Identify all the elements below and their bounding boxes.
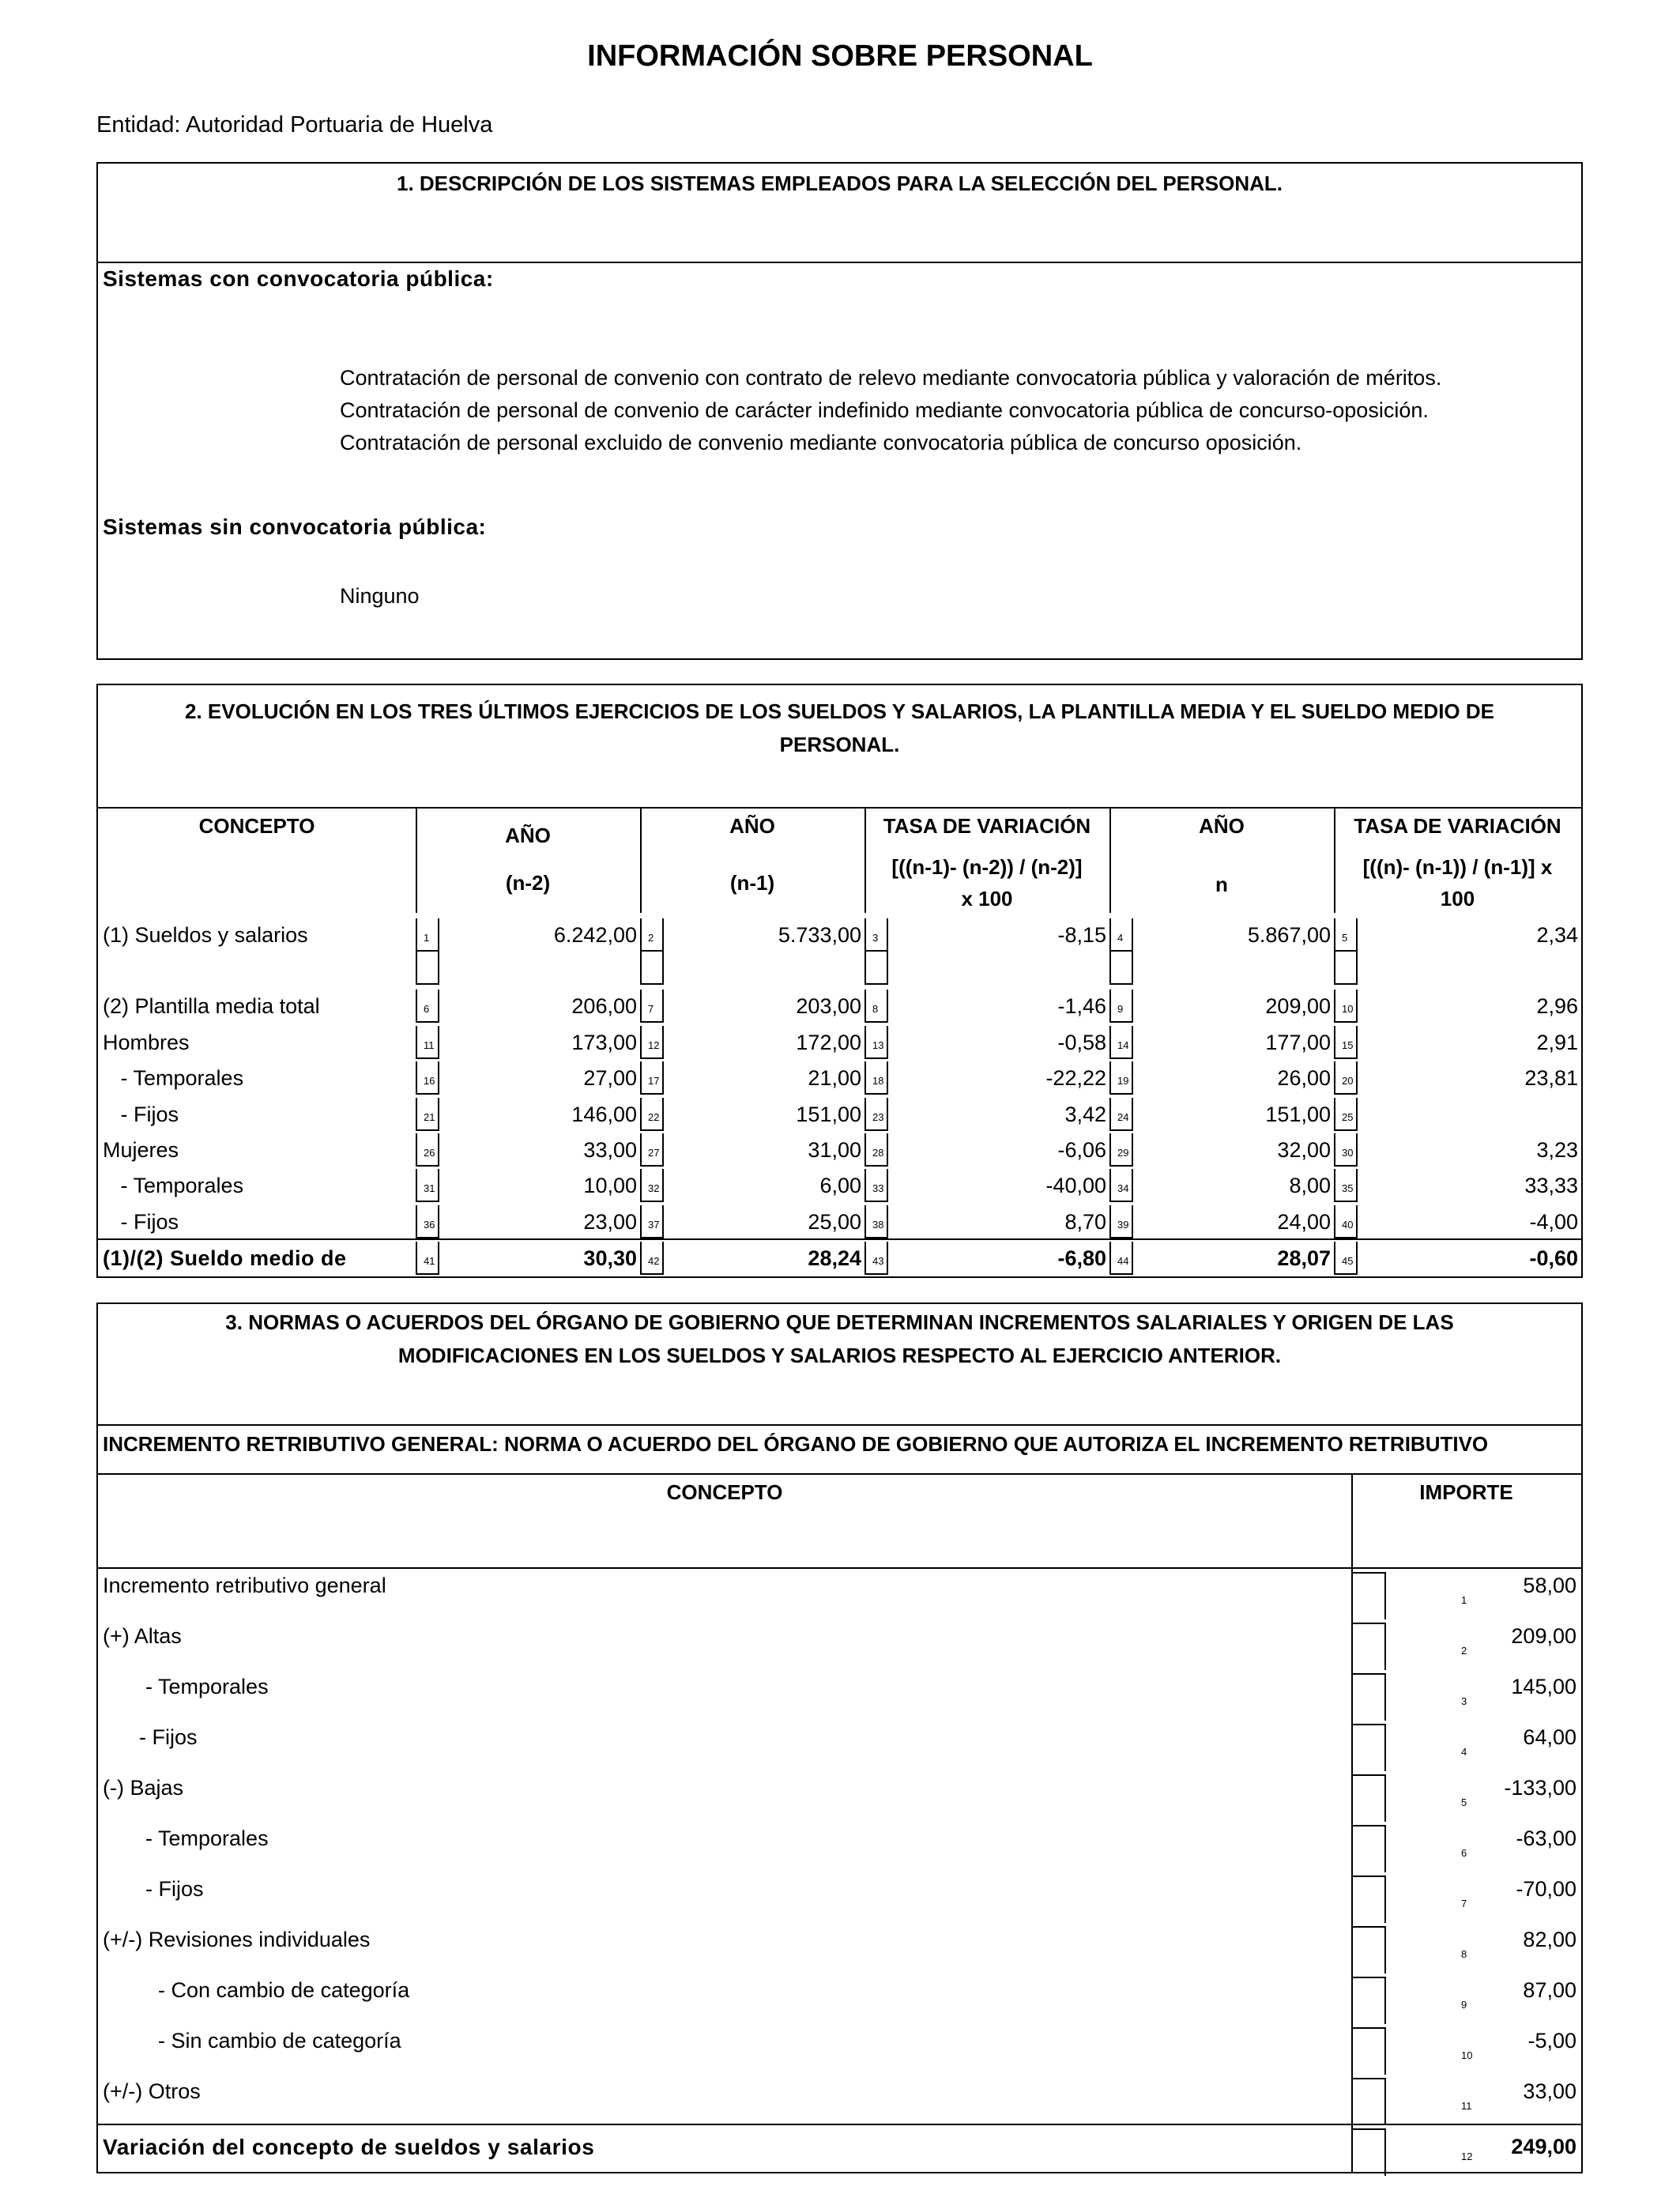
cell-value: 249,00 (1511, 2135, 1576, 2158)
cell-index: 10 (1461, 2049, 1473, 2061)
cell-value: 3,23 (1536, 1138, 1578, 1162)
row-label: (2) Plantilla media total (103, 994, 320, 1018)
cell-index-box (416, 952, 439, 985)
cell-value: 209,00 (1265, 994, 1331, 1018)
cell-index-box (864, 952, 888, 985)
cell-value: 145,00 (1511, 1675, 1576, 1698)
row-divider (1351, 2128, 1384, 2130)
cell-value: 58,00 (1523, 1574, 1576, 1597)
cell-value: 26,00 (1277, 1066, 1331, 1090)
column-divider (864, 1205, 866, 1238)
cell-index: 28 (872, 1147, 884, 1159)
column-divider (1384, 1623, 1386, 1670)
column-divider (416, 1205, 417, 1238)
cell-index: 1 (424, 932, 430, 944)
cell-index: 23 (872, 1111, 884, 1123)
row-divider (1351, 2078, 1384, 2079)
cell-index: 16 (424, 1075, 435, 1087)
cell-index: 1 (1461, 1594, 1467, 1606)
cell-index: 21 (424, 1111, 435, 1123)
column-divider (640, 952, 642, 985)
column-divider (1334, 1026, 1335, 1059)
cell-value: 23,00 (583, 1210, 637, 1234)
row-label: - Fijos (139, 1725, 198, 1749)
column-divider (1384, 2128, 1386, 2176)
cell-value: 33,33 (1524, 1174, 1578, 1197)
cell-value: 146,00 (571, 1103, 637, 1126)
column-divider (1384, 1724, 1386, 1771)
section-2-heading-line: PERSONAL. (779, 733, 900, 756)
cell-value: 31,00 (808, 1138, 861, 1162)
row-label: Incremento retributivo general (103, 1574, 386, 1597)
column-divider (864, 1026, 866, 1059)
col-variation-2-formula-end: 100 (1440, 887, 1475, 910)
cell-value: 6.242,00 (553, 923, 637, 947)
cell-value: 25,00 (808, 1210, 861, 1234)
cell-value: 32,00 (1277, 1138, 1331, 1162)
cell-value: -70,00 (1516, 1877, 1576, 1901)
cell-value: -22,22 (1045, 1066, 1106, 1090)
cell-index: 37 (648, 1219, 660, 1231)
row-label: - Temporales (103, 1174, 244, 1197)
row-label: Hombres (103, 1031, 190, 1054)
column-divider (1109, 809, 1111, 913)
cell-index: 26 (424, 1147, 435, 1159)
column-divider (1384, 1673, 1386, 1721)
column-divider (864, 990, 866, 1023)
column-divider (864, 952, 866, 985)
cell-value: 33,00 (583, 1138, 637, 1162)
col-year-n2-label: AÑO (505, 824, 551, 847)
col-concepto: CONCEPTO (666, 1480, 783, 1504)
cell-value: 177,00 (1265, 1031, 1331, 1054)
col-variation-1-label: TASA DE VARIACIÓN (883, 814, 1091, 838)
cell-value: 206,00 (571, 994, 637, 1018)
cell-index: 18 (872, 1075, 884, 1087)
column-divider (1109, 1242, 1111, 1275)
column-divider (1384, 1926, 1386, 1973)
cell-index: 8 (872, 1003, 879, 1015)
cell-value: 24,00 (1277, 1210, 1331, 1234)
row-divider (1351, 1673, 1384, 1675)
column-divider (1384, 1825, 1386, 1872)
section-2-heading (98, 685, 1581, 809)
cell-value: -4,00 (1529, 1210, 1578, 1234)
cell-value: 2,91 (1536, 1031, 1578, 1054)
column-divider (416, 952, 417, 985)
column-divider (1384, 1875, 1386, 1923)
column-divider (1109, 918, 1111, 952)
cell-index: 11 (424, 1039, 435, 1051)
cell-index: 10 (1342, 1003, 1354, 1015)
column-divider (640, 1098, 642, 1131)
column-divider (1109, 1061, 1111, 1095)
cell-value: -5,00 (1527, 2029, 1576, 2053)
row-label: Variación del concepto de sueldos y salarios (103, 2135, 595, 2159)
row-label: - Temporales (103, 1066, 244, 1090)
public-system-line: Contratación de personal excluido de convenio mediante convocatoria pública de concurso oposición. (340, 431, 1302, 454)
column-divider (640, 918, 642, 952)
section-3-heading-line: 3. NORMAS O ACUERDOS DEL ÓRGANO DE GOBIERNO QUE DETERMINAN INCREMENTOS SALARIALES Y ORIGEN DE LAS (225, 1310, 1454, 1334)
cell-index: 27 (648, 1147, 660, 1159)
cell-value: 209,00 (1511, 1624, 1576, 1648)
cell-index: 19 (1117, 1075, 1129, 1087)
row-label: - Temporales (145, 1675, 269, 1698)
cell-index: 45 (1342, 1255, 1354, 1267)
public-systems-label: Sistemas con convocatoria pública: (103, 266, 494, 291)
column-divider (640, 809, 642, 913)
column-divider (1334, 990, 1335, 1023)
cell-value: 151,00 (1265, 1103, 1331, 1126)
cell-index: 13 (872, 1039, 884, 1051)
cell-index: 22 (648, 1111, 660, 1123)
column-divider (640, 1026, 642, 1059)
column-divider (864, 1242, 866, 1275)
row-label: - Temporales (145, 1826, 269, 1850)
cell-index: 38 (872, 1219, 884, 1231)
cell-index: 4 (1461, 1746, 1467, 1758)
cell-index: 6 (424, 1003, 430, 1015)
row-divider (1351, 1926, 1384, 1928)
row-label: (+/-) Revisiones individuales (103, 1928, 371, 1951)
column-divider (640, 1205, 642, 1238)
column-divider (416, 918, 417, 952)
column-divider (1109, 1026, 1111, 1059)
cell-index: 33 (872, 1182, 884, 1194)
cell-value: 21,00 (808, 1066, 861, 1090)
col-year-n2: (n-2) (505, 871, 551, 895)
column-divider (1334, 1205, 1335, 1238)
nonpublic-system-text: Ninguno (340, 584, 420, 608)
column-divider (416, 990, 417, 1023)
section-1-selection-systems (96, 162, 1583, 660)
row-label: - Con cambio de categoría (158, 1978, 410, 2002)
row-divider (98, 1238, 1581, 1240)
cell-index: 12 (648, 1039, 660, 1051)
cell-index: 15 (1342, 1039, 1354, 1051)
cell-value: 3,42 (1064, 1103, 1106, 1126)
cell-index: 8 (1461, 1948, 1467, 1960)
column-divider (1384, 2078, 1386, 2125)
cell-index-box (1109, 952, 1133, 985)
cell-value: 33,00 (1523, 2079, 1576, 2103)
row-label: (+/-) Otros (103, 2079, 201, 2103)
cell-value: 5.867,00 (1247, 923, 1331, 947)
cell-value: 87,00 (1523, 1978, 1576, 2002)
cell-index: 29 (1117, 1147, 1129, 1159)
column-divider (1334, 918, 1335, 952)
row-divider (1351, 1875, 1384, 1877)
row-divider (1351, 1774, 1384, 1776)
cell-value: -6,80 (1057, 1246, 1106, 1270)
cell-value: 2,34 (1536, 923, 1578, 947)
section-3-salary-norms (96, 1302, 1583, 2173)
cell-value: 23,81 (1524, 1066, 1578, 1090)
cell-index: 14 (1117, 1039, 1129, 1051)
column-divider (416, 1242, 417, 1275)
column-divider (1109, 990, 1111, 1023)
column-divider (1334, 1133, 1335, 1167)
public-system-line: Contratación de personal de convenio con contrato de relevo mediante convocatoria pública y valoración de méritos. (340, 366, 1442, 390)
section-3-subheading: INCREMENTO RETRIBUTIVO GENERAL: NORMA O ACUERDO DEL ÓRGANO DE GOBIERNO QUE AUTORIZA EL INCREMENTO RETRIBUTIVO (98, 1426, 1581, 1475)
column-divider (640, 990, 642, 1023)
row-divider (1351, 1825, 1384, 1826)
cell-index: 7 (648, 1003, 654, 1015)
cell-index: 44 (1117, 1255, 1129, 1267)
row-label: - Sin cambio de categoría (158, 2029, 401, 2053)
page-title: INFORMACIÓN SOBRE PERSONAL (587, 40, 1093, 73)
cell-value: 172,00 (796, 1031, 861, 1054)
cell-index: 5 (1342, 932, 1348, 944)
cell-value: 8,70 (1064, 1210, 1106, 1234)
row-label: - Fijos (145, 1877, 204, 1901)
column-divider (1384, 1572, 1386, 1619)
column-divider (416, 1133, 417, 1167)
column-divider (1109, 1169, 1111, 1202)
column-divider (864, 1061, 866, 1095)
section-2-salary-evolution (96, 684, 1583, 1278)
column-divider (416, 809, 417, 913)
col-year-n-label: AÑO (1199, 814, 1245, 838)
cell-index: 4 (1117, 932, 1124, 944)
public-system-line: Contratación de personal de convenio de carácter indefinido mediante convocatoria pública de concurso-oposición. (340, 398, 1429, 422)
cell-value: -133,00 (1504, 1776, 1576, 1800)
column-divider (864, 1169, 866, 1202)
column-divider (864, 1133, 866, 1167)
cell-index: 17 (648, 1075, 660, 1087)
row-label: - Fijos (103, 1210, 179, 1234)
cell-index: 31 (424, 1182, 435, 1194)
cell-index: 3 (872, 932, 879, 944)
col-variation-2-formula: [((n)- (n-1)) / (n-1)] x (1362, 855, 1553, 879)
cell-value: 173,00 (571, 1031, 637, 1054)
cell-value: 5.733,00 (778, 923, 861, 947)
row-label: - Fijos (103, 1103, 179, 1126)
col-variation-1-formula: [((n-1)- (n-2)) / (n-2)] (891, 855, 1083, 879)
cell-index: 2 (648, 932, 654, 944)
cell-index: 34 (1117, 1182, 1129, 1194)
cell-value: 203,00 (796, 994, 861, 1018)
column-divider (1334, 809, 1335, 913)
col-variation-1-formula-end: x 100 (961, 887, 1013, 910)
cell-value: -1,46 (1057, 994, 1106, 1018)
cell-value: 64,00 (1523, 1725, 1576, 1749)
row-label: (1)/(2) Sueldo medio de (103, 1246, 347, 1270)
cell-index: 36 (424, 1219, 435, 1231)
row-divider (98, 1567, 1581, 1569)
col-importe: IMPORTE (1419, 1480, 1513, 1504)
section-2-heading-line: 2. EVOLUCIÓN EN LOS TRES ÚLTIMOS EJERCICIOS DE LOS SUELDOS Y SALARIOS, LA PLANTILLA MEDIA Y EL SUELDO MEDIO DE (185, 699, 1494, 723)
section-3-heading (98, 1304, 1581, 1426)
cell-value: 28,07 (1277, 1246, 1331, 1270)
column-divider (416, 1169, 417, 1202)
column-divider (640, 1061, 642, 1095)
row-label: (+) Altas (103, 1624, 182, 1648)
cell-index: 5 (1461, 1796, 1467, 1808)
column-divider (416, 1098, 417, 1131)
cell-index: 7 (1461, 1898, 1467, 1909)
column-divider (1109, 1098, 1111, 1131)
column-divider (640, 1242, 642, 1275)
nonpublic-systems-label: Sistemas sin convocatoria pública: (103, 515, 487, 539)
col-year-n: n (1215, 873, 1228, 896)
column-divider (1351, 1475, 1353, 2172)
cell-value: 30,30 (583, 1246, 637, 1270)
cell-index: 12 (1461, 2151, 1473, 2162)
cell-value: 8,00 (1289, 1174, 1331, 1197)
column-divider (416, 1026, 417, 1059)
cell-index: 39 (1117, 1219, 1129, 1231)
cell-value: -0,58 (1057, 1031, 1106, 1054)
cell-index: 6 (1461, 1847, 1467, 1859)
column-divider (1384, 1977, 1386, 2024)
column-divider (1334, 1242, 1335, 1275)
cell-index-box (1334, 952, 1358, 985)
cell-index: 35 (1342, 1182, 1354, 1194)
cell-value: -40,00 (1045, 1174, 1106, 1197)
col-year-n1: (n-1) (729, 871, 775, 895)
cell-index: 30 (1342, 1147, 1354, 1159)
cell-index: 9 (1461, 1999, 1467, 2011)
cell-index: 32 (648, 1182, 660, 1194)
cell-value: -6,06 (1057, 1138, 1106, 1162)
section-1-heading: 1. DESCRIPCIÓN DE LOS SISTEMAS EMPLEADOS PARA LA SELECCIÓN DEL PERSONAL. (98, 164, 1581, 263)
cell-index: 40 (1342, 1219, 1354, 1231)
column-divider (1334, 1169, 1335, 1202)
col-year-n1-label: AÑO (729, 814, 775, 838)
cell-value: -0,60 (1529, 1246, 1578, 1270)
row-divider (1351, 1623, 1384, 1624)
cell-value: 10,00 (583, 1174, 637, 1197)
cell-index: 41 (424, 1255, 435, 1267)
row-label: (1) Sueldos y salarios (103, 923, 308, 947)
column-divider (864, 809, 866, 913)
cell-value: 2,96 (1536, 994, 1578, 1018)
row-divider (1351, 1977, 1384, 1978)
cell-index: 9 (1117, 1003, 1124, 1015)
cell-index: 20 (1342, 1075, 1354, 1087)
cell-value: 151,00 (796, 1103, 861, 1126)
column-divider (416, 1061, 417, 1095)
section-3-heading-line: MODIFICACIONES EN LOS SUELDOS Y SALARIOS RESPECTO AL EJERCICIO ANTERIOR. (397, 1344, 1282, 1367)
cell-value: 28,24 (808, 1246, 861, 1270)
column-divider (864, 1098, 866, 1131)
column-divider (1109, 952, 1111, 985)
column-divider (1334, 952, 1335, 985)
column-divider (640, 1133, 642, 1167)
column-divider (1334, 1098, 1335, 1131)
cell-value: -63,00 (1516, 1826, 1576, 1850)
row-divider (1351, 1724, 1384, 1725)
column-divider (1334, 1061, 1335, 1095)
row-divider (1351, 1572, 1384, 1574)
row-divider (1351, 2027, 1384, 2029)
cell-index: 11 (1461, 2100, 1472, 2112)
cell-value: -8,15 (1057, 923, 1106, 947)
cell-index: 42 (648, 1255, 660, 1267)
column-divider (640, 1169, 642, 1202)
cell-value: 82,00 (1523, 1928, 1576, 1951)
column-divider (1384, 2027, 1386, 2075)
column-divider (1384, 1774, 1386, 1822)
column-divider (1109, 1205, 1111, 1238)
row-label: Mujeres (103, 1138, 179, 1162)
column-divider (1109, 1133, 1111, 1167)
cell-index: 25 (1342, 1111, 1354, 1123)
column-divider (864, 918, 866, 952)
row-label: (-) Bajas (103, 1776, 184, 1800)
row-divider (98, 2124, 1581, 2125)
cell-value: 27,00 (583, 1066, 637, 1090)
cell-index: 3 (1461, 1695, 1467, 1707)
cell-index: 43 (872, 1255, 884, 1267)
cell-index: 24 (1117, 1111, 1129, 1123)
cell-value: 6,00 (819, 1174, 861, 1197)
cell-index-box (640, 952, 664, 985)
entity-label: Entidad: Autoridad Portuaria de Huelva (96, 112, 493, 138)
cell-index: 2 (1461, 1645, 1467, 1657)
col-concepto: CONCEPTO (198, 814, 315, 838)
col-variation-2-label: TASA DE VARIACIÓN (1354, 814, 1561, 838)
